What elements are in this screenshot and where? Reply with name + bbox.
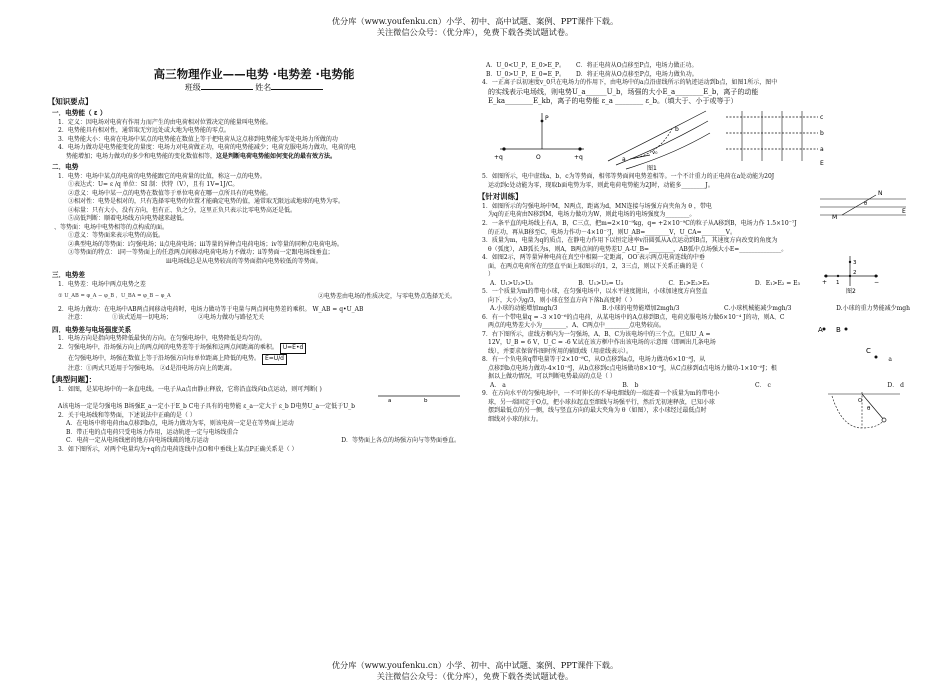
s3-formula-left: ① U_AB = φ_A − φ_B ，U_BA = φ_B − φ_A (58, 293, 171, 300)
t5-option-c: C.小球机械能减少mgh/3 (723, 305, 792, 313)
typical-heading: 【典型问题】： (48, 375, 97, 385)
t9-figure (822, 390, 906, 430)
q2-stem: 2．关于电场线和等势面，下述说法中正确的是（ ） (58, 411, 196, 419)
fig2-label-3: 3 (853, 260, 857, 267)
t5-option-b: B.小球的电势能增加2mgh/3 (602, 305, 680, 313)
t1-figure (816, 189, 910, 221)
fig2-label-plus: + (822, 279, 828, 287)
t4-option-a: A．U₁>U₂>U₃ (490, 279, 533, 287)
fig1-label-a: a (622, 156, 626, 164)
t8-option-d: D． d (887, 381, 904, 389)
t1-label-m: M (832, 213, 838, 221)
eq-label-e: E (820, 160, 824, 168)
page-title: 高三物理作业——电势 ·电势差 ·电势能 (153, 67, 355, 81)
t9-block (478, 390, 910, 424)
q3-q4-figures (492, 109, 910, 171)
section-3-title: 三．电势差 (52, 271, 85, 280)
knowledge-heading: 【知识要点】 (48, 96, 93, 106)
t9-line-4: 细线对小球的拉力。 (488, 415, 543, 423)
t9-line-2: 球，另一端固定于O点，把小球拉起直至细线与场强平行，然后无初速释放，已知小球 (488, 398, 715, 406)
s4-note: 注意：①两式只适用于匀强电场。 ②d是沿电场方向上的距离。 (68, 364, 236, 372)
q4-line-1: 4．一正离子以初速度v_0只在电场力的作用下，由电场中的a点沿虚线所示的轨迹运动到b点，如图1所示，图中 (482, 79, 778, 87)
eq-label-c: c (820, 114, 824, 122)
q4-line-2: 的实线表示电场线，则电势U_a______U_b，场强的大小E_a________E_b，离子的动能 (488, 87, 759, 96)
charges-figure (492, 109, 592, 171)
t3-line-2: θ（弧度），AB弧长为s，则A，B两点间的电势差U_A-U_B=________，AB弧中点场强大小E=______________。 (488, 245, 788, 253)
q1-label-a: a (388, 398, 392, 404)
section-2-title: 二．电势 (52, 163, 79, 172)
fig1-caption: 图1 (647, 165, 657, 172)
eq-label-a: a (820, 146, 824, 154)
label-p: P (545, 115, 549, 123)
t1-line-1: 1．如图所示的匀强电场中M，N两点，距离为d，MN连接与场强方向夹角为 θ ，带电 (482, 202, 712, 210)
q1-label-b: b (424, 398, 428, 404)
s2-equi-item-2: ②典型电场的等势面：ⅰ匀强电场；ⅱ点电荷电场；ⅲ等量的异种点电荷电场；ⅳ等量的同种点电荷电场。 (68, 240, 343, 248)
label-q-right: +q (574, 154, 583, 162)
s2-equi-item-3: ③等势面的特点： ⅰ同一等势面上的任意两点间移动电荷电场力不做功；ⅱ等势面一定跟电场线垂直； (68, 249, 334, 257)
s2-item-5: ⑤高低判断：顺着电场线方向电势越来越低。 (68, 215, 189, 223)
header-line-2: 关注微信公众号：（优分库），免费下载各类试题试卷。 (376, 27, 574, 38)
s3-note-label: 注意： (68, 314, 87, 322)
t7-point-b (845, 327, 848, 330)
s4-item-2b-text: 在匀强电场中，场强在数值上等于沿场强方向每单位距离上降低的电势。 (68, 354, 261, 362)
class-blank[interactable] (201, 82, 253, 90)
t8-line-1 (478, 356, 910, 365)
t1-label-n: N (878, 189, 883, 197)
t8-option-c: C． c (755, 381, 771, 389)
s1-item-2: 2．电势能具有相对性，通常取无穷远处或大地为电势能的零点。 (58, 127, 230, 135)
t6-line-2: 两点的电势差大小为________，A、C两点中________点电势较高。 (488, 322, 665, 330)
t8-option-b: B． b (622, 381, 639, 389)
t3-line-1: 3．质量为m，电量为q的质点，在静电力作用下以恒定速率v沿圆弧从A点运动到B点，其速度方向改变的角度为 (482, 237, 778, 245)
q5-line-2: 运动到c处动能为零，现取b面电势为零，则此电荷电势能为2J时，动能多________J。 (488, 181, 714, 189)
q1-stem: 1．如图，是某电场中的一条直电线。一电子从a点由静止释放，它将沿直线向b点运动，则可判断( ) (58, 385, 322, 393)
t1-label-theta: θ (864, 200, 868, 207)
footer-line-2: 关注微信公众号：（优分库），免费下载各类试题试卷。 (376, 671, 574, 682)
s2-item-2: ②意义：电场中某一点的电势在数值等于单位电荷在哪一点所具有的电势能。 (68, 189, 273, 197)
s3-note-1: ①该式适用一切电场； (112, 314, 173, 322)
q2-options-cd (48, 437, 460, 446)
right-column (478, 62, 910, 424)
fig2-point-2 (849, 275, 851, 277)
s4-item-2b (48, 354, 460, 365)
s1-item-4-cont (48, 153, 460, 162)
s2-equi-item-4: ⅲ电场线总是从电势较高的等势面指向电势较低的等势面。 (166, 257, 322, 265)
fig2-charge-minus (875, 275, 878, 278)
header-line-1: 优分库（www.youfenku.cn）小学、初中、高中试题、案例、PPT课件下载。 (331, 16, 619, 26)
t6-line-1: 6．有一个带电量q = -3 ×10⁻⁶的点电荷，从某电场中的A点移到B点，电荷克服电场力做6×10⁻⁴ J的功，则A、C (482, 313, 785, 321)
q3-options-row-2 (478, 71, 910, 80)
t8-label-a: a (888, 356, 892, 364)
field-line-3 (626, 133, 710, 172)
s3-item-2: 2．电场力做功：在电场中AB两点间移动电荷时，电场力做功等于电量与两点间电势差的乘积。 W_AB = q•U_AB (58, 305, 364, 313)
q1-figure (48, 394, 460, 403)
section-4-title: 四．电势差与电场强度关系 (52, 325, 132, 334)
label-q-left: +q (494, 154, 503, 162)
s3-note-2: ②电场力做功与路径无关 (198, 314, 265, 322)
class-name-line (48, 82, 460, 93)
s1-item-3: 3．电势能大小：电荷在电场中某点的电势能在数值上等于把电荷从这点移到电势能为零处电场力所做的功 (58, 135, 338, 143)
q2-option-b: B．带正电的点电荷只受电场力作用，运动轨迹一定与电场线重合 (66, 428, 239, 436)
fig1-label-v0: v₀ (652, 150, 658, 157)
q5-line-1: 5．如图所示，电中虚线a、b、c为等势面，相邻等势面间电势差相等。一个不计重力的正电荷在a处动能为20J (482, 173, 775, 181)
t4-option-d: D．E₁>E₂ = E₃ (754, 279, 800, 287)
s1-item-4: 4．电场力做功是电势能变化的量度：电场力对电荷做正功，电荷的电势能减少；电荷克服电场力做功，电荷的电 (58, 144, 356, 152)
q1-line-svg (48, 394, 460, 403)
left-column (48, 62, 460, 454)
t5-line-2: 向下，大小为g/3，则小球在竖直方向下落h高度时（ ） (488, 296, 636, 304)
q3-option-a: A．U_0<U_P，E_0>E_P。 (486, 62, 565, 69)
t1-mn-segment (842, 195, 876, 215)
t7-line-3: 线），并要求保留作图时所用的辅助线（用虚线表示）。 (488, 347, 633, 355)
name-blank[interactable] (271, 82, 323, 90)
q1-options: A该电场一定是匀强电场 B场强E_a一定小于E_b C电子具有的电势能 ε_a一定大于 ε_b D电势U_a一定低于U_b (58, 403, 356, 411)
s1-item-1: 1．定义：因电场对电荷有作用力而产生的由电荷相对位置决定的能量叫电势能。 (58, 118, 272, 126)
t2-line-2: 的正功，再从B移至C，电场力作功－4×10⁻⁷J，则U_AB=________V，U_CA=________V。 (488, 228, 736, 236)
s3-formula-row (48, 293, 460, 302)
t4-line-3: ） (488, 271, 495, 279)
eq-label-b: b (820, 130, 824, 138)
fig2-point-1 (837, 275, 839, 277)
t9-label-theta: θ (867, 406, 871, 413)
t9-label-o: O (858, 398, 863, 405)
t8-option-a: A． a (490, 381, 506, 389)
fig2-label-1: 1 (836, 280, 840, 287)
t1-label-e: E (902, 207, 906, 215)
t7-label-b: B (836, 325, 841, 334)
t8-block (478, 356, 910, 390)
s2-equipotential: 、等势面：电场中电势相等的点构成的面。 (54, 223, 169, 231)
training-heading: 【针对训练】 (478, 192, 523, 202)
s2-item-1: ①表达式：U= ε /q 单位：SI 制：伏特（V），且有 1V=1J/C。 (68, 181, 239, 189)
fig2-charge-plus (825, 275, 828, 278)
t4-line-2: 面，在两点电荷所在的竖直平面上取图示的1，2，3三点，则以下关系正确的是（ (488, 262, 704, 270)
charge-left (502, 148, 505, 151)
t7-label-a: A (818, 325, 823, 334)
s4-item-2 (48, 343, 460, 354)
q3-option-b: B．U_0>U_P，E_0=E_P。 (486, 70, 566, 78)
figure-2 (816, 254, 896, 294)
t4-option-c: C．E₁>E₂>E₃ (668, 279, 710, 287)
s1-item-4-bold: 这是判断电荷电势能如何变化的最有效方法。 (216, 152, 337, 160)
point-p (541, 120, 544, 123)
q2-option-a: A．在电场中将电荷由a点移到b点，电场力做功为零，则该电荷一定是在等势面上运动 (66, 420, 294, 428)
t8-line-2: 点移到b点电场力做功-4×10⁻⁸J，从b点移到c点电场做功8×10⁻⁸J，从C点移到d点电场力做功-1×10⁻⁸J；根 (488, 364, 777, 372)
t4-option-b: B．U₁>U₂= U₃ (578, 279, 623, 287)
t7-line-2: 12V，U_B = 6 V，U_C = -6 V.试在该方框中作出该电场的示意图（即画出几条电场 (488, 339, 716, 347)
fig2-caption: 图2 (846, 288, 856, 295)
s4-item-1: 1．电场方向是指向电势降低最快的方向。在匀强电场中，电势降低是均匀的。 (58, 334, 266, 342)
t8-line-3: 据以上做功情况，可以判断电势最高的点是（ ） (488, 373, 616, 381)
fig2-point-3 (849, 261, 851, 263)
figure-1 (602, 109, 712, 171)
q3-options-row-1 (478, 62, 910, 71)
t4-line-1: 4．如图2示，两等量异种电荷在真空中相隔一定距离，OO′表示两点电荷连线的中垂 (482, 254, 705, 262)
q2-option-d: D．等势面上各点的场强方向与等势面垂直。 (341, 437, 460, 445)
t5-line-1: 5．一个质量为m的带电小球，在匀强电场中，以水平速度抛出，小球加速度方向竖直 (482, 288, 708, 296)
formula-box-u: U=E•d (280, 343, 307, 354)
t9-ball (882, 418, 886, 422)
s2-item-3: ③相对性：电势是相对的，只有选择零电势的位置才能确定电势的值，通常取无限远或地球的电势为零。 (68, 198, 345, 206)
formula-box-e: E=U/d (262, 354, 287, 365)
equipotential-figure (722, 109, 826, 171)
class-label: 班级 (184, 83, 201, 93)
t8-line-1-text: 8．有一个负电荷q带电量等于2×10⁻⁸C，从O点移到a点，电场力做功6×10⁻⁸J，从 (482, 356, 706, 364)
s4-item-2-text: 2．匀强电场中，沿场强方向上的两点间的电势差等于场强和这两点间距离的乘积。 (58, 344, 278, 352)
t7-line-1: 7．右下图所示，虚线方框内为一匀强场，A、B、C为该电场中的三个点。已知U_A = (482, 330, 711, 338)
label-o: O (536, 154, 541, 162)
s3-item-1: 1．电势差：电场中两点电势之差 (58, 280, 146, 288)
section-1-title: 一．电势能（ ε ） (52, 109, 107, 118)
t9-line-1: 9．在方向水平的匀强电场中，一不可伸长的不导电细线的一端连着一个质量为m的带电小 (482, 390, 720, 398)
page-header (0, 16, 950, 38)
s2-item-4: ④标量：只有大小，没有方向，但有正、负之分，这里正负只表示比零电势高还是低。 (68, 206, 297, 214)
q3-option-c: C．将正电荷从O点移至P点，电场力做正功。 (576, 62, 698, 69)
page-footer (0, 660, 950, 682)
name-label: 姓名 (255, 83, 272, 93)
q3-option-d: D．将正电荷从O点移至P点，电场力做负功。 (576, 70, 698, 78)
s3-note-row (48, 314, 460, 323)
charge-right (578, 148, 581, 151)
t5-options (478, 305, 910, 314)
v0-arrow (630, 155, 650, 159)
s2-intro: 1．电势：电场中某点的电荷的电势能跟它的电荷量的比值，称这一点的电势。 (58, 172, 266, 180)
q2-option-c: C．电荷一定从电场线密的地方向电场线疏的地方运动 (66, 437, 209, 445)
s3-formula-right: ②电势差由电场的性质决定，与零电势点选择无关。 (317, 293, 456, 301)
t5-option-a: A.小球的动能增加mgh/3 (490, 305, 558, 313)
t2-line-1: 2．一条平直的电场线上有A，B，C三点，把m=2×10⁻⁹kg，q= +2×10⁻⁹C的粒子从A移到B，电场力作 1.5×10⁻⁷J (482, 220, 797, 227)
s2-equi-item-1: ①意义：等势面来表示电势的高低。 (68, 232, 165, 240)
fig2-label-minus: − (874, 279, 880, 287)
s1-item-4-cont-text: 势能增加；电场力做功的多少和电势能的变化数值相等， (66, 152, 217, 160)
t9-string (862, 394, 884, 420)
t5-option-d: D.小球的重力势能减少mgh (836, 305, 910, 313)
t7-label-c: C (866, 346, 871, 355)
t7-point-a (823, 327, 826, 330)
t9-line-3: 摆到最低点的另一侧，线与竖直方向的最大夹角为 θ（如图），求小球经过最低点时 (488, 407, 707, 415)
q3-stem: 3．如下图所示，对两个电量均为+q的点电荷连线中点O和中垂线上某点P正确关系是（ ） (58, 445, 298, 453)
q4-line-3: E_ka________E_kb，离子的电势能 ε_a ________ ε_b。（填大于、小于或等于） (488, 97, 738, 106)
fig1-label-b: b (675, 126, 679, 134)
fig2-label-2: 2 (853, 270, 857, 277)
footer-line-1: 优分库（www.youfenku.cn）小学、初中、高中试题、案例、PPT课件下载。 (331, 660, 619, 670)
t1-line-2: 为q的正电荷由N移到M，电场力做功为W，则此电场的电场强度为________。 (488, 211, 696, 219)
